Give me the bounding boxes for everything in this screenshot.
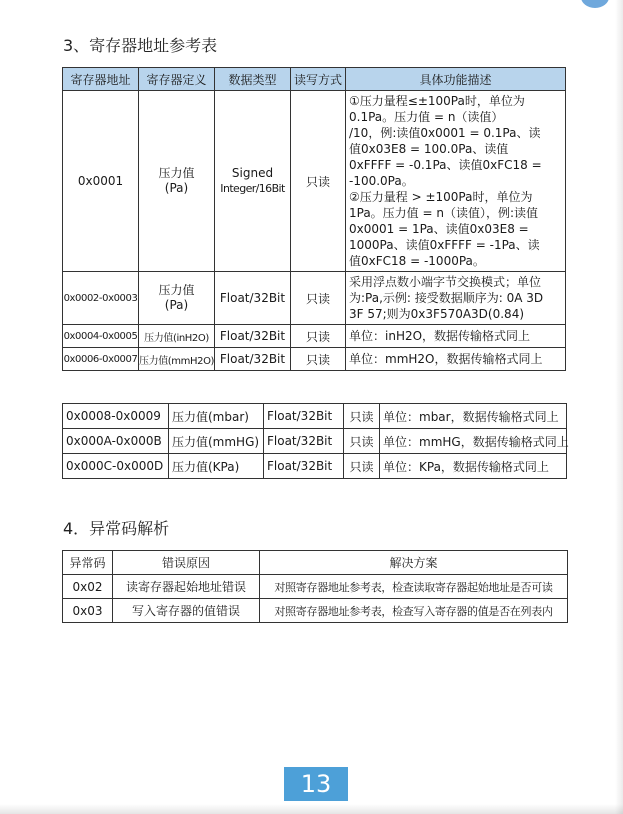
table-row	[63, 91, 566, 272]
table-row	[63, 404, 567, 429]
page-bottom-shadow	[0, 804, 623, 814]
table-row	[63, 429, 567, 454]
desc-line: 0x0001 = 1Pa、读值0x03E8 =	[349, 222, 529, 236]
exception-code-table	[62, 550, 568, 623]
cell-address: 0x0004-0x0005	[63, 325, 139, 348]
cell-address: 0x0006-0x0007	[63, 348, 139, 371]
cell-code: 0x02	[63, 575, 113, 599]
header-description: 具体功能描述	[346, 68, 566, 91]
cell-definition: 压力值(mmHG)	[169, 429, 264, 454]
corner-badge	[581, 0, 609, 8]
cell-description	[346, 91, 566, 272]
table-header-row	[63, 68, 566, 91]
desc-line: 为:Pa,示例: 接受数据顺序为: 0A 3D	[349, 291, 544, 305]
cell-cause: 写入寄存器的值错误	[113, 599, 260, 623]
cell-data-type: Float/32Bit	[215, 272, 291, 325]
desc-line: -100.0Pa。	[349, 174, 414, 188]
section-4-title: 4．异常码解析	[63, 519, 170, 538]
cell-data-type: Float/32Bit	[215, 348, 291, 371]
header-cause: 错误原因	[113, 551, 260, 575]
cell-data-type: Float/32Bit	[215, 325, 291, 348]
header-data-type: 数据类型	[215, 68, 291, 91]
desc-line: 0.1Pa。压力值 = n（读值）	[349, 110, 504, 124]
cell-address: 0x0001	[63, 91, 139, 272]
cell-solution: 对照寄存器地址参考表，检查写入寄存器的值是否在列表内	[260, 599, 568, 623]
desc-line: 值0x03E8 = 100.0Pa、读值	[349, 142, 509, 156]
cell-rw-mode: 只读	[344, 404, 380, 429]
cell-description: 单位：KPa，数据传输格式同上	[380, 454, 567, 479]
cell-description: 单位：mmHG，数据传输格式同上	[380, 429, 567, 454]
cell-data-type: Float/32Bit	[264, 404, 344, 429]
table-row	[63, 575, 568, 599]
definition-line: 压力值	[158, 283, 195, 297]
desc-line: ①压力量程≤±100Pa时，单位为	[349, 94, 525, 108]
table-row	[63, 272, 566, 325]
table-row	[63, 348, 566, 371]
cell-address: 0x000A-0x000B	[63, 429, 169, 454]
cell-definition	[139, 272, 215, 325]
cell-rw-mode: 只读	[291, 325, 346, 348]
cell-address: 0x0002-0x0003	[63, 272, 139, 325]
type-line: Integer/16Bit	[220, 182, 285, 195]
register-address-table	[62, 67, 566, 371]
header-address: 寄存器地址	[63, 68, 139, 91]
page-edge-shadow	[615, 0, 623, 814]
section-3-title: 3、寄存器地址参考表	[63, 36, 218, 55]
cell-solution: 对照寄存器地址参考表，检查读取寄存器起始地址是否可读	[260, 575, 568, 599]
table-row	[63, 599, 568, 623]
table-row	[63, 454, 567, 479]
cell-description: 单位：inH2O，数据传输格式同上	[346, 325, 566, 348]
cell-description: 单位：mmH2O，数据传输格式同上	[346, 348, 566, 371]
cell-rw-mode: 只读	[291, 348, 346, 371]
table-row	[63, 325, 566, 348]
table-header-row	[63, 551, 568, 575]
cell-cause: 读寄存器起始地址错误	[113, 575, 260, 599]
cell-definition: 压力值(mbar)	[169, 404, 264, 429]
cell-definition	[139, 91, 215, 272]
definition-line: (Pa)	[164, 181, 189, 195]
cell-definition: 压力值(mmH2O)	[139, 348, 215, 371]
header-solution: 解决方案	[260, 551, 568, 575]
desc-line: 值0xFC18 = -1000Pa。	[349, 254, 485, 268]
desc-line: 1Pa。压力值 = n（读值），例:读值	[349, 206, 539, 220]
header-definition: 寄存器定义	[139, 68, 215, 91]
cell-address: 0x0008-0x0009	[63, 404, 169, 429]
cell-rw-mode: 只读	[344, 429, 380, 454]
header-code: 异常码	[63, 551, 113, 575]
cell-rw-mode: 只读	[291, 272, 346, 325]
cell-address: 0x000C-0x000D	[63, 454, 169, 479]
register-address-table-continued	[62, 403, 567, 479]
cell-description: 单位：mbar，数据传输格式同上	[380, 404, 567, 429]
desc-line: /10，例:读值0x0001 = 0.1Pa、读	[349, 126, 541, 140]
header-rw-mode: 读写方式	[291, 68, 346, 91]
cell-code: 0x03	[63, 599, 113, 623]
cell-data-type: Float/32Bit	[264, 429, 344, 454]
cell-rw-mode: 只读	[291, 91, 346, 272]
cell-data-type: Float/32Bit	[264, 454, 344, 479]
page-number: 13	[284, 767, 348, 801]
cell-definition: 压力值(inH2O)	[139, 325, 215, 348]
desc-line: ②压力量程 > ±100Pa时，单位为	[349, 190, 533, 204]
desc-line: 采用浮点数小端字节交换模式；单位	[349, 275, 542, 289]
definition-line: (Pa)	[164, 298, 189, 312]
cell-rw-mode: 只读	[344, 454, 380, 479]
cell-data-type	[215, 91, 291, 272]
desc-line: 3F 57;则为0x3F570A3D(0.84)	[349, 307, 525, 321]
desc-line: 1000Pa、读值0xFFFF = -1Pa、读	[349, 238, 540, 252]
cell-description	[346, 272, 566, 325]
definition-line: 压力值	[158, 166, 195, 180]
desc-line: 0xFFFF = -0.1Pa、读值0xFC18 =	[349, 158, 542, 172]
cell-definition: 压力值(KPa)	[169, 454, 264, 479]
type-line: Signed	[231, 166, 274, 180]
